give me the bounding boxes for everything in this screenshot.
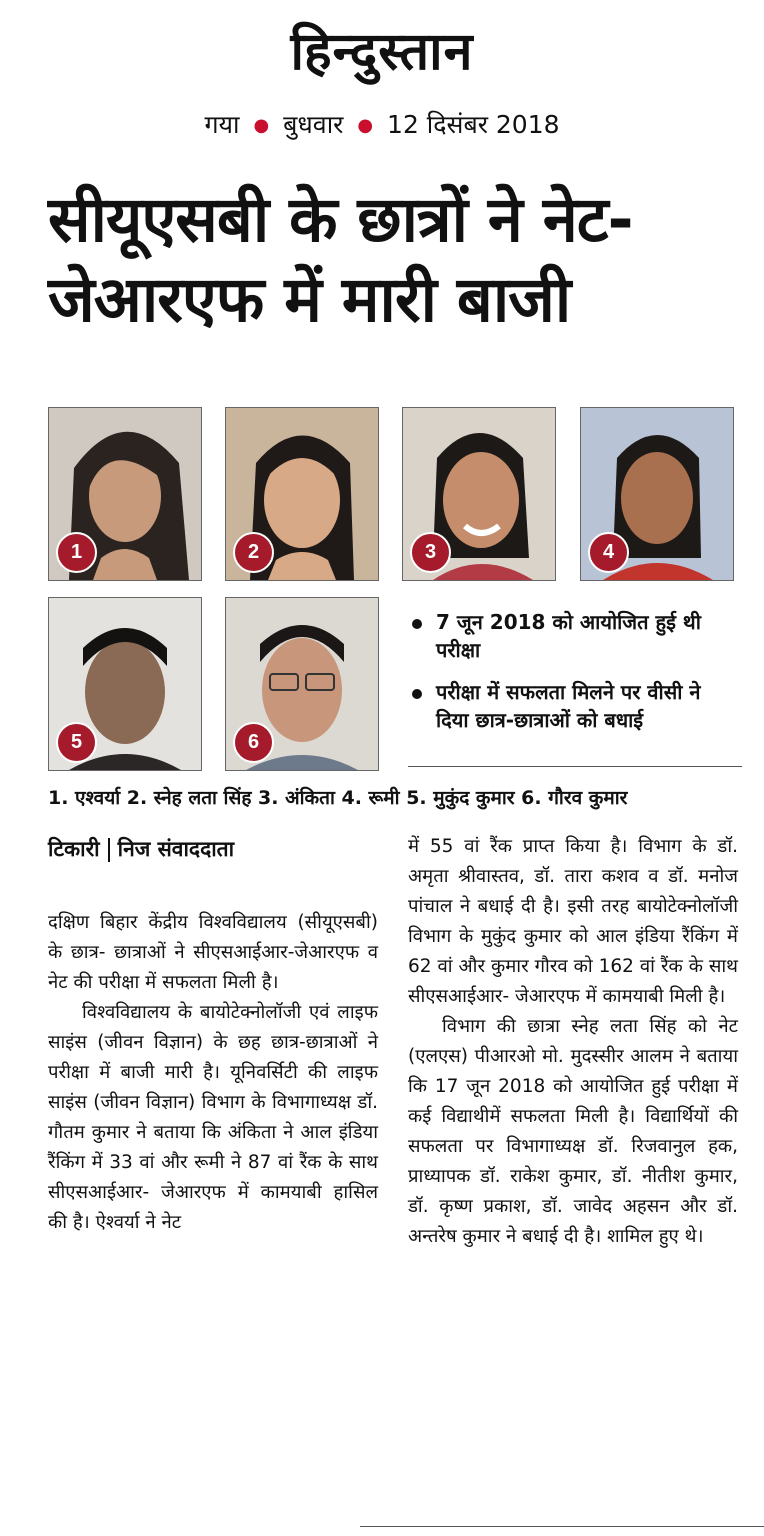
photo-3	[402, 407, 556, 581]
masthead: हिन्दुस्तान	[290, 22, 474, 82]
byline-reporter: निज संवाददाता	[117, 837, 235, 861]
photo-caption: 1. एश्वर्या 2. स्नेह लता सिंह 3. अंकिता 4. रूमी 5. मुकुंद कुमार 6. गौरव कुमार	[48, 787, 628, 809]
photo-4	[580, 407, 734, 581]
article-column-1	[48, 908, 378, 1238]
dateline-city: गया	[204, 110, 240, 139]
bottom-rule	[360, 1526, 764, 1527]
highlights-list	[408, 608, 738, 748]
highlight-item: परीक्षा में सफलता मिलने पर वीसी ने दिया छात्र-छात्राओं को बधाई	[408, 678, 738, 734]
byline-separator	[108, 838, 110, 862]
dateline-date: 12 दिसंबर 2018	[387, 110, 560, 139]
photo-number-badge: 6	[233, 722, 274, 763]
dateline-day: बुधवार	[283, 110, 344, 139]
article-paragraph: दक्षिण बिहार केंद्रीय विश्वविद्यालय (सीयूएसबी) के छात्र- छात्राओं ने सीएसआईआर-जेआरएफ व नेट की परीक्षा में सफलता मिली है।	[48, 912, 378, 993]
photo-number-badge: 4	[588, 532, 629, 573]
photo-number-badge: 5	[56, 722, 97, 763]
dateline-dot: ●	[253, 115, 270, 136]
dateline-dot: ●	[357, 115, 374, 136]
highlight-item: 7 जून 2018 को आयोजित हुई थी परीक्षा	[408, 608, 738, 664]
byline-place: टिकारी	[48, 837, 100, 861]
photo-1	[48, 407, 202, 581]
headline: सीयूएसबी के छात्रों ने नेट- जेआरएफ में मारी बाजी	[48, 183, 633, 336]
photo-number-badge: 3	[410, 532, 451, 573]
byline	[48, 834, 234, 864]
article-paragraph: में 55 वां रैंक प्राप्त किया है। विभाग के डॉ. अमृता श्रीवास्तव, डॉ. तारा कशव व डॉ. मनोज पांचाल ने बधाई दी है। इसी तरह बायोटेक्नोलॉजी विभाग के मुकुंद कुमार को आल इंडिया रैंकिंग में 62 वां और कुमार गौरव को 162 वां रैंक के साथ सीएसआईआर- जेआरएफ में कामयाबी मिली है।	[408, 836, 738, 1007]
photo-6	[225, 597, 379, 771]
divider	[408, 766, 742, 767]
photo-2	[225, 407, 379, 581]
photo-5	[48, 597, 202, 771]
article-paragraph: विश्वविद्यालय के बायोटेक्नोलॉजी एवं लाइफ साइंस (जीवन विज्ञान) के छह छात्र-छात्राओं ने परीक्षा में बाजी मारी है। यूनिवर्सिटी की लाइफ साइंस (जीवन विज्ञान) विभाग के विभागाध्यक्ष डॉ. गौतम कुमार ने बताया कि अंकिता ने आल इंडिया रैंकिंग में 33 वां और रूमी ने 87 वां रैंक के साथ सीएसआईआर- जेआरएफ में कामयाबी हासिल की है। ऐश्वर्या ने नेट	[48, 1002, 378, 1233]
photo-number-badge: 2	[233, 532, 274, 573]
article-column-2	[408, 832, 738, 1252]
photo-number-badge: 1	[56, 532, 97, 573]
dateline	[0, 108, 764, 143]
article-paragraph: विभाग की छात्रा स्नेह लता सिंह को नेट (एलएस) पीआरओ मो. मुदस्सीर आलम ने बताया कि 17 जून 2018 को आयोजित हुई परीक्षा में कई विद्याथीमें सफलता मिली है। विद्यार्थियों की सफलता पर विभागाध्यक्ष डॉ. रिजवानुल हक, प्राध्यापक डॉ. राकेश कुमार, डॉ. नीतीश कुमार, डॉ. कृष्ण प्रकाश, डॉ. जावेद अहसन और डॉ. अन्तरेष कुमार ने बधाई दी है। शामिल हुए थे।	[408, 1016, 738, 1247]
